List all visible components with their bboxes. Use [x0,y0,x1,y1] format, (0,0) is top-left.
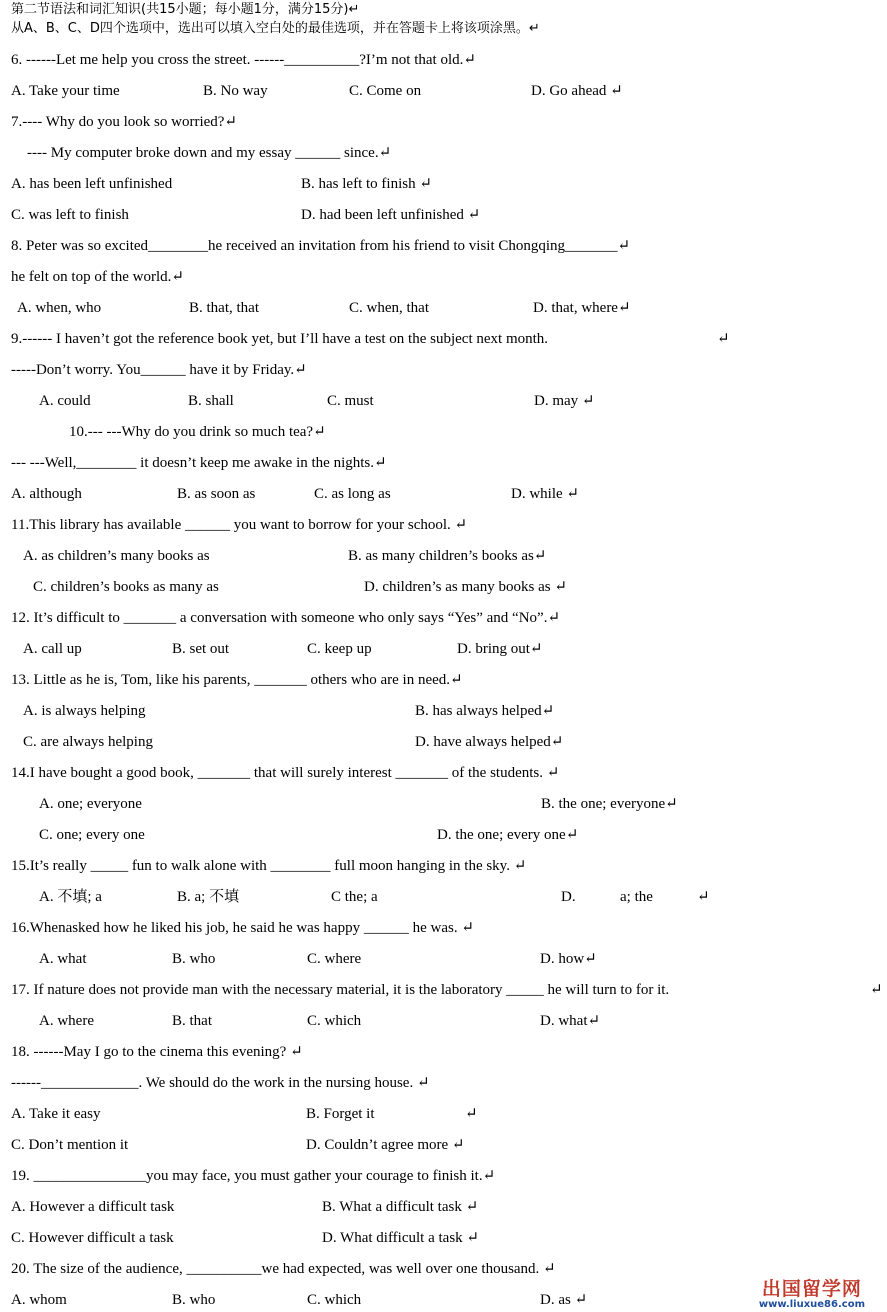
text-line: C. Don’t mention it [11,1137,129,1153]
text-line: 17. If nature does not provide man with the necessary material, it is the laboratory _____ he will turn to for it. [11,982,670,998]
text-line: A. when, who [17,300,102,316]
option-text: C. which [307,1292,362,1308]
option-text: B. as many children’s books as↵ [348,548,547,564]
text-line: A. what [39,951,87,967]
text-line: he felt on top of the world.↵ [11,269,184,285]
option-text: D. Couldn’t agree more ↵ [306,1137,465,1153]
option-text: D. while ↵ [511,486,579,502]
option-text: ↵ [870,982,883,998]
text-line: C. one; every one [39,827,145,843]
text-line: ------_____________. We should do the work in the nursing house. ↵ [11,1075,430,1091]
watermark-logo [759,1274,865,1310]
option-text: B. has left to finish ↵ [301,176,432,192]
text-line: C. are always helping [23,734,153,750]
option-text: C. Come on [349,83,422,99]
option-text: B. a; 不填 [177,889,240,905]
text-line: A. 不填; a [39,889,102,905]
text-line: 11.This library has available ______ you want to borrow for your school. ↵ [11,517,468,533]
section-title: 第二节语法和词汇知识(共15小题；每小题1分，满分15分)↵ [11,2,360,17]
text-line: A. one; everyone [39,796,142,812]
text-line: 15.It’s really _____ fun to walk alone with ________ full moon hanging in the sky. ↵ [11,858,527,874]
option-text: ↵ [697,889,710,905]
text-line: A. has been left unfinished [11,176,173,192]
option-text: D. had been left unfinished ↵ [301,207,481,223]
option-text: D. may ↵ [534,393,595,409]
option-text: D. Go ahead ↵ [531,83,623,99]
text-line: C. was left to finish [11,207,129,223]
text-line: --- ---Well,________ it doesn’t keep me awake in the nights.↵ [11,455,387,471]
option-text: D. the one; every one↵ [437,827,579,843]
text-line: 7.---- Why do you look so worried?↵ [11,114,237,130]
option-text: D. how↵ [540,951,597,967]
text-line: 20. The size of the audience, __________we had expected, was well over one thousand. ↵ [11,1261,556,1277]
text-line: 16.Whenasked how he liked his job, he said he was happy ______ he was. ↵ [11,920,474,936]
option-text: C. must [327,393,374,409]
option-text: C. when, that [349,300,429,316]
text-line: A. although [11,486,82,502]
text-line: 10.--- ---Why do you drink so much tea?↵ [69,424,326,440]
option-text: C. keep up [307,641,372,657]
option-text: D. have always helped↵ [415,734,564,750]
option-text: B. who [172,1292,216,1308]
watermark-url: www.liuxue86.com [758,1299,865,1310]
text-line: A. whom [11,1292,67,1308]
text-line: 8. Peter was so excited________he received an invitation from his friend to visit Chongqing_______↵ [11,238,631,254]
text-line: 6. ------Let me help you cross the street. ------__________?I’m not that old.↵ [11,52,476,68]
text-line: A. call up [23,641,82,657]
option-text: D. bring out↵ [457,641,543,657]
text-line: A. Take it easy [11,1106,101,1122]
option-text: C. which [307,1013,362,1029]
option-text: B. as soon as [177,486,256,502]
text-line: 19. _______________you may face, you must gather your courage to finish it.↵ [11,1168,496,1184]
option-text: B. No way [203,83,268,99]
text-line: 12. It’s difficult to _______ a conversation with someone who only says “Yes” and “No”.↵ [11,610,561,626]
text-line: C. However difficult a task [11,1230,174,1246]
option-text: B. that [172,1013,212,1029]
option-text: B. the one; everyone↵ [541,796,678,812]
text-line: A. could [39,393,91,409]
option-text: D. what↵ [540,1013,601,1029]
option-text: D. [561,889,576,905]
option-text: ↵ [717,331,730,347]
option-text: B. shall [188,393,234,409]
option-text: D. children’s as many books as ↵ [364,579,567,595]
option-text: C the; a [331,889,378,905]
text-line: C. children’s books as many as [33,579,219,595]
text-line: A. is always helping [23,703,146,719]
option-text: C. where [307,951,362,967]
text-line: 14.I have bought a good book, _______ that will surely interest _______ of the students. ↵ [11,765,560,781]
watermark-title: 出国留学网 [761,1278,862,1300]
text-line: ---- My computer broke down and my essay ______ since.↵ [27,145,392,161]
text-line: A. Take your time [11,83,120,99]
option-text: B. that, that [189,300,259,316]
option-text: D. as ↵ [540,1292,588,1308]
text-line: 18. ------May I go to the cinema this evening? ↵ [11,1044,303,1060]
option-text: C. as long as [314,486,391,502]
option-text: B. Forget it [306,1106,375,1122]
instruction-text: 从A、B、C、D四个选项中，选出可以填入空白处的最佳选项，并在答题卡上将该项涂黑。↵ [11,21,540,36]
text-line: 9.------ I haven’t got the reference book yet, but I’ll have a test on the subject next month. [11,331,549,347]
text-line: A. where [39,1013,94,1029]
option-text: B. has always helped↵ [415,703,555,719]
option-text: B. set out [172,641,230,657]
option-text: B. What a difficult task ↵ [322,1199,479,1215]
text-line: 13. Little as he is, Tom, like his parents, _______ others who are in need.↵ [11,672,463,688]
option-text: B. who [172,951,216,967]
text-line: A. However a difficult task [11,1199,175,1215]
text-line: -----Don’t worry. You______ have it by Friday.↵ [11,362,307,378]
option-text: D. that, where↵ [533,300,631,316]
text-line: A. as children’s many books as [23,548,210,564]
option-text: ↵ [465,1106,478,1122]
option-text: D. What difficult a task ↵ [322,1230,479,1246]
option-text: a; the [620,889,653,905]
